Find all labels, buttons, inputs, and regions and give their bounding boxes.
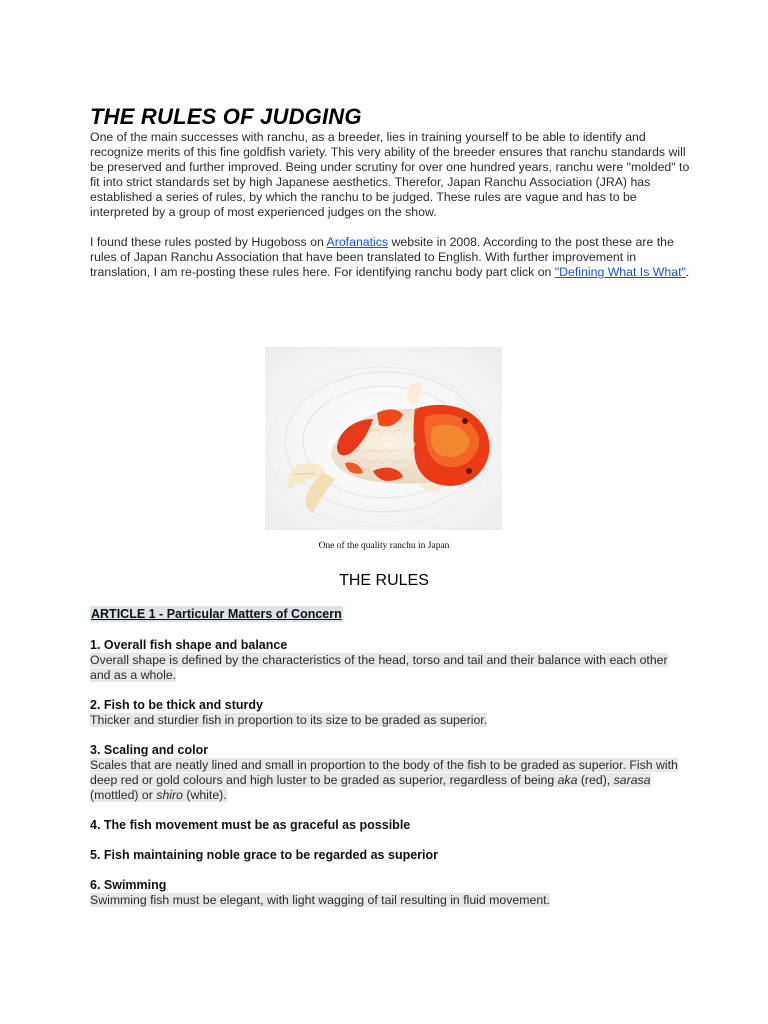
defining-what-is-what-link[interactable]: "Defining What Is What" — [554, 265, 686, 279]
rule-item — [90, 638, 690, 683]
intro-section — [90, 104, 690, 280]
ranchu-fish-image — [265, 347, 502, 530]
intro-paragraph-2 — [90, 235, 690, 280]
rule-1-title: 1. Overall fish shape and balance — [90, 638, 288, 652]
rule-6-title: 6. Swimming — [90, 878, 167, 892]
ranchu-photo — [265, 347, 502, 530]
rule-2-title: 2. Fish to be thick and sturdy — [90, 698, 263, 712]
rule-6-text: Swimming fish must be elegant, with light wagging of tail resulting in fluid movement. — [90, 893, 550, 907]
term-shiro: shiro — [156, 788, 183, 802]
article-1-heading: ARTICLE 1 - Particular Matters of Concern — [91, 607, 342, 621]
rule-item — [90, 743, 690, 803]
rules-list — [90, 605, 690, 908]
rule-3-text: (mottled) or — [90, 788, 157, 802]
rule-4-title: 4. The fish movement must be as graceful as possible — [90, 818, 411, 832]
rule-2-description — [90, 713, 690, 728]
rule-item — [90, 848, 690, 863]
rule-2-text: Thicker and sturdier fish in proportion to its size to be graded as superior. — [90, 713, 488, 727]
page-title: THE RULES OF JUDGING — [90, 104, 362, 129]
intro-text: . — [685, 265, 690, 279]
intro-text: website in 2008. According to the post these are the rules of Japan Ranchu Association that have been translated to English. With further improvement in translation, I am re-posting these rules here. For identifying ranchu body part click on — [90, 235, 674, 279]
rule-1-description — [90, 653, 690, 683]
rule-3-text: Scales that are neatly lined and small in proportion to the body of the fish to be graded as superior. Fish with deep red or gold colours and high luster to be graded as superior, regardless of being — [90, 758, 678, 787]
figure-caption: One of the quality ranchu in Japan — [318, 541, 450, 551]
rule-3-text: (white). — [182, 788, 227, 802]
term-aka: aka — [557, 773, 578, 787]
rule-5-title: 5. Fish maintaining noble grace to be regarded as superior — [90, 848, 438, 862]
rule-3-description — [90, 758, 690, 803]
arofanatics-link[interactable]: Arofanatics — [326, 235, 389, 249]
intro-paragraph-1: One of the main successes with ranchu, as a breeder, lies in training yourself to be able to identify and recognize merits of this fine goldfish variety. This very ability of the breeder ensures that ranchu standards will be preserved and further improved. Being under scrutiny for over one hundred years, ranchu were "molded" to fit into strict standards set by high Japanese aesthetics. Therefor, Japan Ranchu Association (JRA) has established a series of rules, by which the ranchu to be judged. These rules are vague and has to be interpreted by a group of most experienced judges on the show. — [90, 130, 690, 219]
rules-heading: THE RULES — [339, 572, 429, 589]
rule-item — [90, 818, 690, 833]
intro-text: I found these rules posted by Hugoboss on — [90, 235, 327, 249]
term-sarasa: sarasa — [613, 773, 651, 787]
rule-1-text: Overall shape is defined by the characteristics of the head, torso and tail and their balance with each other and as a whole. — [90, 653, 668, 682]
rule-item — [90, 698, 690, 728]
rule-3-text: (red), — [577, 773, 614, 787]
rule-3-title: 3. Scaling and color — [90, 743, 209, 757]
rule-6-description — [90, 893, 690, 908]
rule-item — [90, 878, 690, 908]
